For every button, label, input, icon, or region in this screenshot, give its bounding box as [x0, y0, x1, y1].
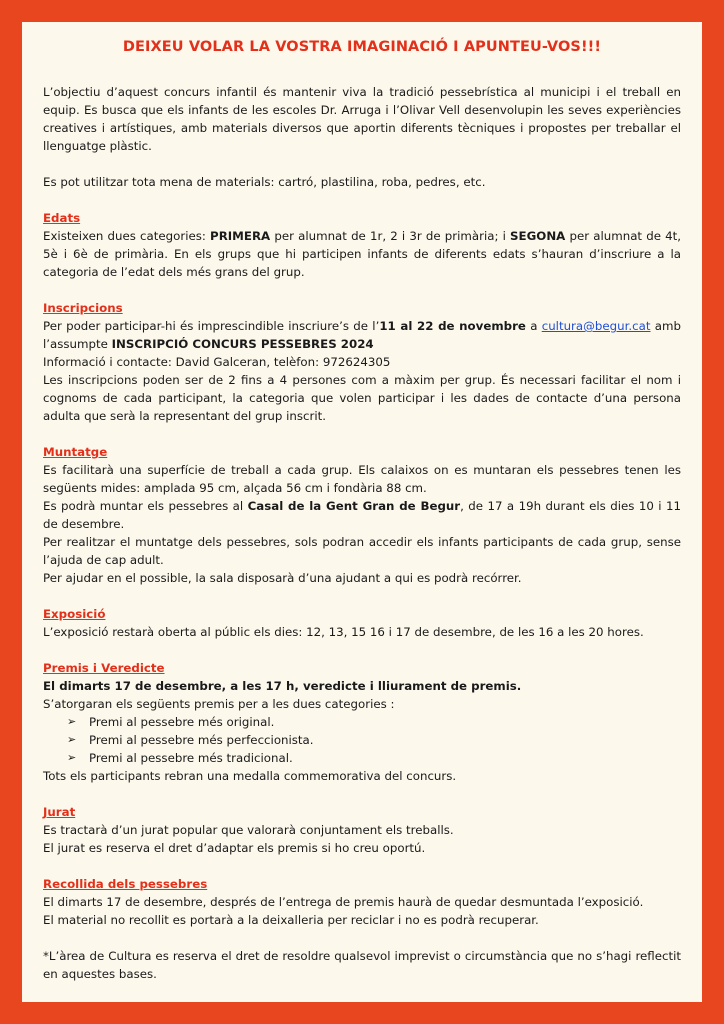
recollida-paragraph-2: El material no recollit es portarà a la deixalleria per reciclar i no es podrà recuperar. [43, 913, 539, 927]
jurat-paragraph-2: El jurat es reserva el dret d’adaptar els premis si ho creu oportú. [43, 841, 426, 855]
edats-text: per alumnat de 4t, 5è i 6è de primària. En els grups que hi participen infants de diferents edats s’hauran d’inscriure a la categoria de l’edat dels més grans del grup. [43, 229, 681, 279]
list-item [67, 731, 681, 749]
footnote: *L’àrea de Cultura es reserva el dret de resoldre qualsevol imprevist o circumstància que no s’hagi reflectit en aquestes bases. [43, 949, 681, 981]
page-title: DEIXEU VOLAR LA VOSTRA IMAGINACIÓ I APUNTEU-VOS!!! [122, 39, 602, 55]
recollida-paragraph: El dimarts 17 de desembre, després de l’entrega de premis haurà de quedar desmuntada l’exposició. [43, 895, 644, 909]
inscripcions-paragraph [43, 317, 681, 353]
exposicio-paragraph: L’exposició restarà oberta al públic els dies: 12, 13, 15 16 i 17 de desembre, de les 16 a les 20 hores. [43, 625, 644, 639]
email-subject: INSCRIPCIÓ CONCURS PESSEBRES 2024 [111, 337, 374, 351]
venue-name: Casal de la Gent Gran de Begur [247, 499, 461, 513]
muntatge-text: Es podrà muntar els pessebres al [43, 499, 248, 513]
edats-paragraph [43, 227, 681, 281]
premis-closing: Tots els participants rebran una medalla commemorativa del concurs. [43, 769, 457, 783]
document-page [22, 22, 702, 1002]
premis-intro: S’atorgaran els següents premis per a les dues categories : [43, 697, 395, 711]
section-heading-recollida: Recollida dels pessebres [43, 877, 208, 891]
category-segona: SEGONA [510, 229, 566, 243]
arrow-right-icon: ➢ [67, 733, 77, 746]
inscripcions-text: amb l’assumpte [43, 319, 682, 351]
group-size-paragraph: Les inscripcions poden ser de 2 fins a 4 persones com a màxim per grup. És necessari facilitar el nom i cognoms de cada participant, la categoria que volen participar i les dades de contacte d’una persona adulta que serà la representant del grup inscrit. [43, 373, 681, 423]
premis-date-line [43, 677, 681, 695]
arrow-right-icon: ➢ [67, 715, 77, 728]
prize-label: Premi al pessebre més tradicional. [89, 751, 293, 765]
muntatge-help-paragraph: Per ajudar en el possible, la sala disposarà d’una ajudant a qui es podrà recórrer. [43, 571, 522, 585]
muntatge-paragraph: Es facilitarà una superfície de treball a cada grup. Els calaixos on es muntaran els pessebres tenen les següents mides: amplada 95 cm, alçada 56 cm i fondària 88 cm. [43, 463, 681, 495]
edats-text: per alumnat de 1r, 2 i 3r de primària; i [270, 229, 511, 243]
section-heading-jurat: Jurat [43, 805, 76, 819]
section-heading-edats: Edats [43, 211, 81, 225]
section-heading-muntatge: Muntatge [43, 445, 108, 459]
materials-paragraph: Es pot utilitzar tota mena de materials: cartró, plastilina, roba, pedres, etc. [43, 175, 486, 189]
arrow-right-icon: ➢ [67, 751, 77, 764]
edats-text: Existeixen dues categories: [43, 229, 211, 243]
inscripcions-text: a [525, 319, 542, 333]
prize-label: Premi al pessebre més perfeccionista. [89, 733, 314, 747]
section-heading-premis: Premis i Veredicte [43, 661, 165, 675]
muntatge-text: , de 17 a 19h durant els dies 10 i 11 de desembre. [43, 499, 681, 531]
section-heading-inscripcions: Inscripcions [43, 301, 123, 315]
list-item [67, 713, 681, 731]
intro-paragraph: L’objectiu d’aquest concurs infantil és mantenir viva la tradició pessebrística al municipi i el treball en equip. Es busca que els infants de les escoles Dr. Arruga i l’Olivar Vell desenvolupin les seves experiències creatives i artístiques, amb materials diversos que aportin diferents tècniques i propostes per treballar el llenguatge plàstic. [43, 85, 681, 153]
prize-label: Premi al pessebre més original. [89, 715, 275, 729]
prizes-list [43, 713, 681, 767]
muntatge-rules-paragraph: Per realitzar el muntatge dels pessebres, sols podran accedir els infants participants de cada grup, sense l’ajuda de cap adult. [43, 535, 681, 567]
email-link[interactable]: cultura@begur.cat [541, 319, 651, 333]
section-heading-exposicio: Exposició [43, 607, 106, 621]
muntatge-location-paragraph [43, 497, 681, 533]
verdict-date: El dimarts 17 de desembre, a les 17 h, veredicte i lliurament de premis. [43, 679, 522, 693]
category-primera: PRIMERA [210, 229, 271, 243]
list-item [67, 749, 681, 767]
contact-line: Informació i contacte: David Galceran, telèfon: 972624305 [43, 355, 391, 369]
registration-dates: 11 al 22 de novembre [379, 319, 526, 333]
jurat-paragraph: Es tractarà d’un jurat popular que valorarà conjuntament els treballs. [43, 823, 454, 837]
inscripcions-text: Per poder participar-hi és imprescindible inscriure’s de l’ [43, 319, 380, 333]
